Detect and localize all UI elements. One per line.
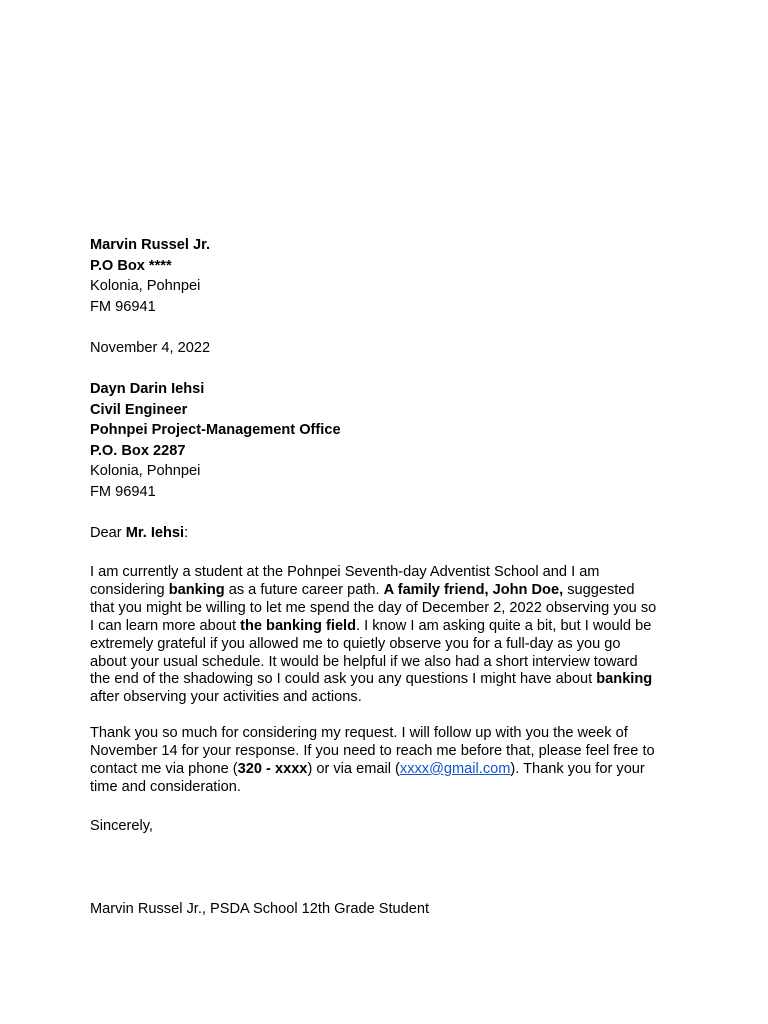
recipient-city: Kolonia, Pohnpei bbox=[90, 463, 201, 479]
closing bbox=[90, 816, 153, 837]
body2-line: Thank you so much for considering my request. I will follow up with you the week of bbox=[90, 725, 628, 741]
sender-name: Marvin Russel Jr. bbox=[90, 237, 211, 253]
bold-run: banking bbox=[168, 581, 225, 598]
bold-run: the banking field bbox=[240, 617, 357, 634]
date-text: November 4, 2022 bbox=[90, 340, 211, 356]
recipient-title: Civil Engineer bbox=[90, 401, 188, 418]
recipient-name: Dayn Darin Iehsi bbox=[90, 381, 205, 397]
text-run: considering bbox=[90, 581, 169, 598]
text-run: the end of the shadowing so I could ask you any questions I might have about bbox=[90, 671, 597, 688]
closing-text: Sincerely, bbox=[90, 818, 153, 834]
salutation-prefix: Dear bbox=[90, 525, 126, 541]
signature-text: Marvin Russel Jr., PSDA School 12th Grade Student bbox=[90, 901, 430, 917]
text-run: suggested bbox=[563, 581, 635, 598]
recipient-po-box: P.O. Box 2287 bbox=[90, 442, 186, 459]
text-run: ) or via email ( bbox=[307, 760, 400, 777]
body-paragraph-1 bbox=[90, 564, 690, 707]
body1-line: about your usual schedule. It would be helpful if we also had a short interview toward bbox=[90, 653, 638, 670]
letter-date bbox=[90, 338, 210, 359]
phone-number: 320 - xxxx bbox=[237, 760, 308, 777]
text-run: ). Thank you for your bbox=[510, 760, 645, 777]
body2-line bbox=[90, 761, 690, 779]
salutation-suffix: : bbox=[184, 525, 189, 541]
bold-run: A family friend, John Doe, bbox=[383, 581, 564, 598]
text-run: as a future career path. bbox=[224, 581, 384, 598]
email-link[interactable]: xxxx@gmail.com bbox=[399, 760, 511, 777]
bold-run: banking bbox=[596, 671, 653, 688]
text-run: . I know I am asking quite a bit, but I would be bbox=[356, 617, 652, 634]
recipient-office: Pohnpei Project-Management Office bbox=[90, 422, 341, 438]
body1-line bbox=[90, 671, 690, 689]
sender-address bbox=[90, 235, 210, 317]
salutation bbox=[90, 523, 188, 544]
body1-line bbox=[90, 618, 690, 636]
body-paragraph-2 bbox=[90, 725, 690, 797]
body1-line: extremely grateful if you allowed me to quietly observe you for a full-day as you go bbox=[90, 635, 621, 652]
body2-line: time and consideration. bbox=[90, 778, 241, 795]
text-run: contact me via phone ( bbox=[90, 760, 238, 777]
salutation-name: Mr. Iehsi bbox=[125, 525, 185, 541]
body1-line bbox=[90, 582, 690, 600]
body1-line: after observing your activities and actions. bbox=[90, 689, 362, 706]
sender-po-box: P.O Box **** bbox=[90, 257, 172, 274]
body1-line: that you might be willing to let me spend the day of December 2, 2022 observing you so bbox=[90, 599, 657, 616]
text-run: I can learn more about bbox=[90, 617, 241, 634]
sender-zip: FM 96941 bbox=[90, 298, 156, 315]
signature bbox=[90, 899, 429, 920]
recipient-zip: FM 96941 bbox=[90, 483, 156, 500]
body2-line: November 14 for your response. If you need to reach me before that, please feel free to bbox=[90, 742, 655, 759]
recipient-address bbox=[90, 379, 341, 502]
sender-city: Kolonia, Pohnpei bbox=[90, 278, 201, 294]
body1-line: I am currently a student at the Pohnpei Seventh-day Adventist School and I am bbox=[90, 564, 600, 580]
